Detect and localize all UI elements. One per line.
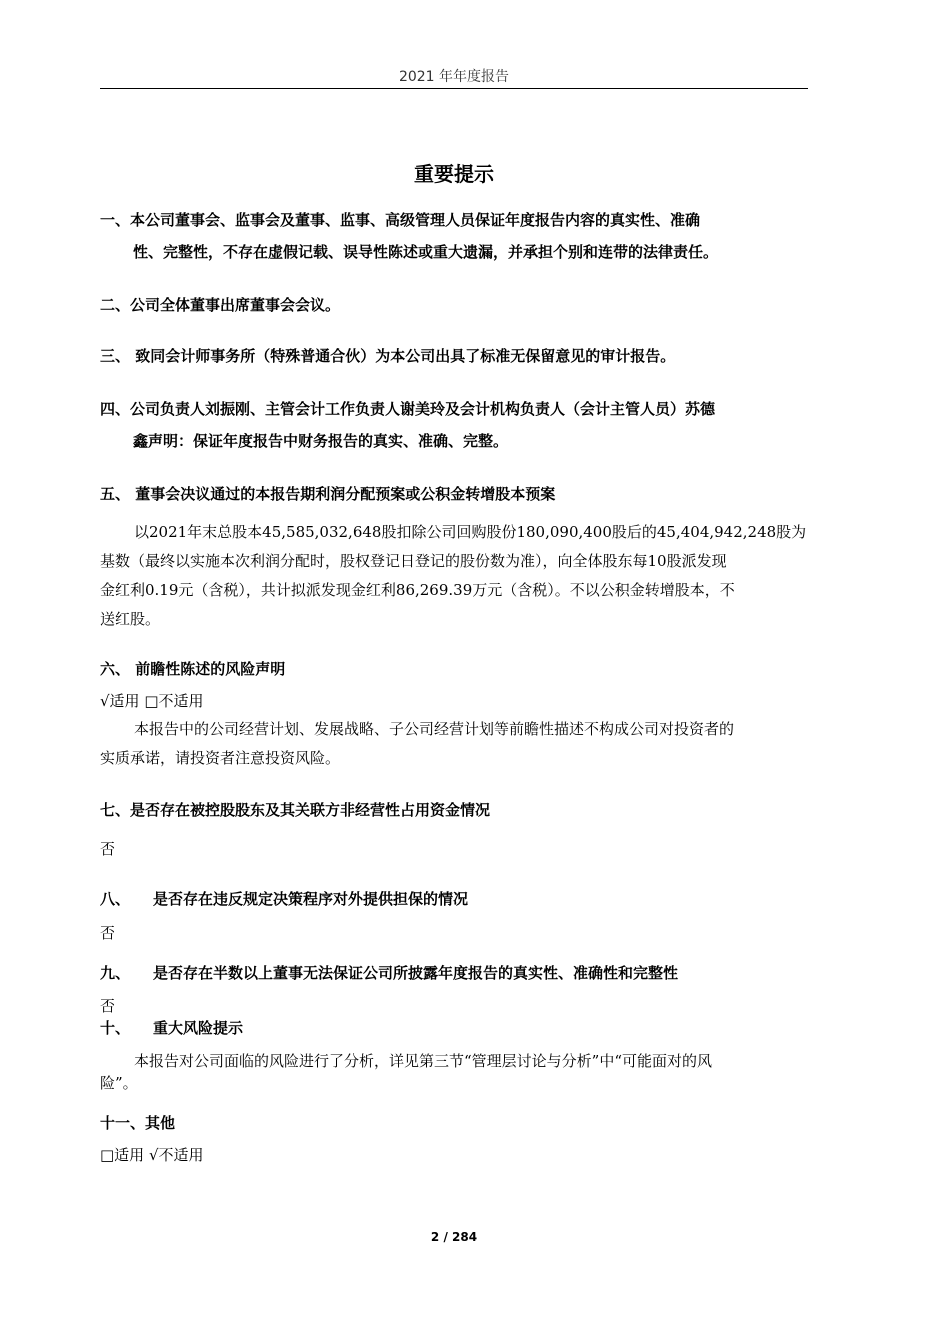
section-5-heading: 五、 董事会决议通过的本报告期利润分配预案或公积金转增股本预案 <box>100 485 556 503</box>
section-9-answer: 否 <box>100 997 116 1015</box>
section-10-para-line-1: 本报告对公司面临的风险进行了分析，详见第三节“管理层讨论与分析”中“可能面对的风 <box>134 1052 713 1070</box>
section-9-heading: 是否存在半数以上董事无法保证公司所披露年度报告的真实性、准确性和完整性 <box>153 964 679 982</box>
section-8-number: 八、 <box>100 890 131 908</box>
section-5-para-line-3: 金红利0.19元（含税），共计拟派发现金红利86,269.39万元（含税）。不以公积金转增股本，不 <box>100 581 735 599</box>
running-header: 2021 年年度报告 <box>398 69 510 85</box>
section-9-number: 九、 <box>100 964 131 982</box>
section-3-line: 三、 致同会计师事务所（特殊普通合伙）为本公司出具了标准无保留意见的审计报告。 <box>100 347 676 365</box>
section-11-option: □适用 √不适用 <box>100 1146 204 1164</box>
section-10-para-line-2: 险”。 <box>100 1074 138 1092</box>
section-1-line-2: 性、完整性，不存在虚假记载、误导性陈述或重大遗漏，并承担个别和连带的法律责任。 <box>133 243 719 261</box>
section-7-heading: 七、是否存在被控股股东及其关联方非经营性占用资金情况 <box>100 801 491 819</box>
section-4-line-1: 四、公司负责人刘振刚、主管会计工作负责人谢美玲及会计机构负责人（会计主管人员）苏德 <box>100 400 716 418</box>
section-6-para-line-2: 实质承诺，请投资者注意投资风险。 <box>100 749 341 767</box>
section-8-answer: 否 <box>100 924 116 942</box>
section-10-number: 十、 <box>100 1019 131 1037</box>
section-7-answer: 否 <box>100 840 116 858</box>
section-11-heading: 十一、其他 <box>100 1114 176 1132</box>
page-title: 重要提示 <box>414 162 494 186</box>
header-rule <box>100 88 808 89</box>
section-10-heading: 重大风险提示 <box>153 1019 244 1037</box>
page-number: 2 / 284 <box>430 1230 478 1244</box>
section-2-line: 二、公司全体董事出席董事会会议。 <box>100 296 341 314</box>
section-5-para-line-4: 送红股。 <box>100 610 161 628</box>
section-4-line-2: 鑫声明：保证年度报告中财务报告的真实、准确、完整。 <box>133 432 509 450</box>
section-6-heading: 六、 前瞻性陈述的风险声明 <box>100 660 286 678</box>
section-5-para-line-1: 以2021年末总股本45,585,032,648股扣除公司回购股份180,090,400股后的45,404,942,248股为 <box>134 523 807 541</box>
section-6-option: √适用 □不适用 <box>100 692 204 710</box>
section-1-line-1: 一、本公司董事会、监事会及董事、监事、高级管理人员保证年度报告内容的真实性、准确 <box>100 211 701 229</box>
section-8-heading: 是否存在违反规定决策程序对外提供担保的情况 <box>153 890 469 908</box>
section-6-para-line-1: 本报告中的公司经营计划、发展战略、子公司经营计划等前瞻性描述不构成公司对投资者的 <box>134 720 735 738</box>
section-5-para-line-2: 基数（最终以实施本次利润分配时，股权登记日登记的股份数为准），向全体股东每10股派发现 <box>100 552 727 570</box>
